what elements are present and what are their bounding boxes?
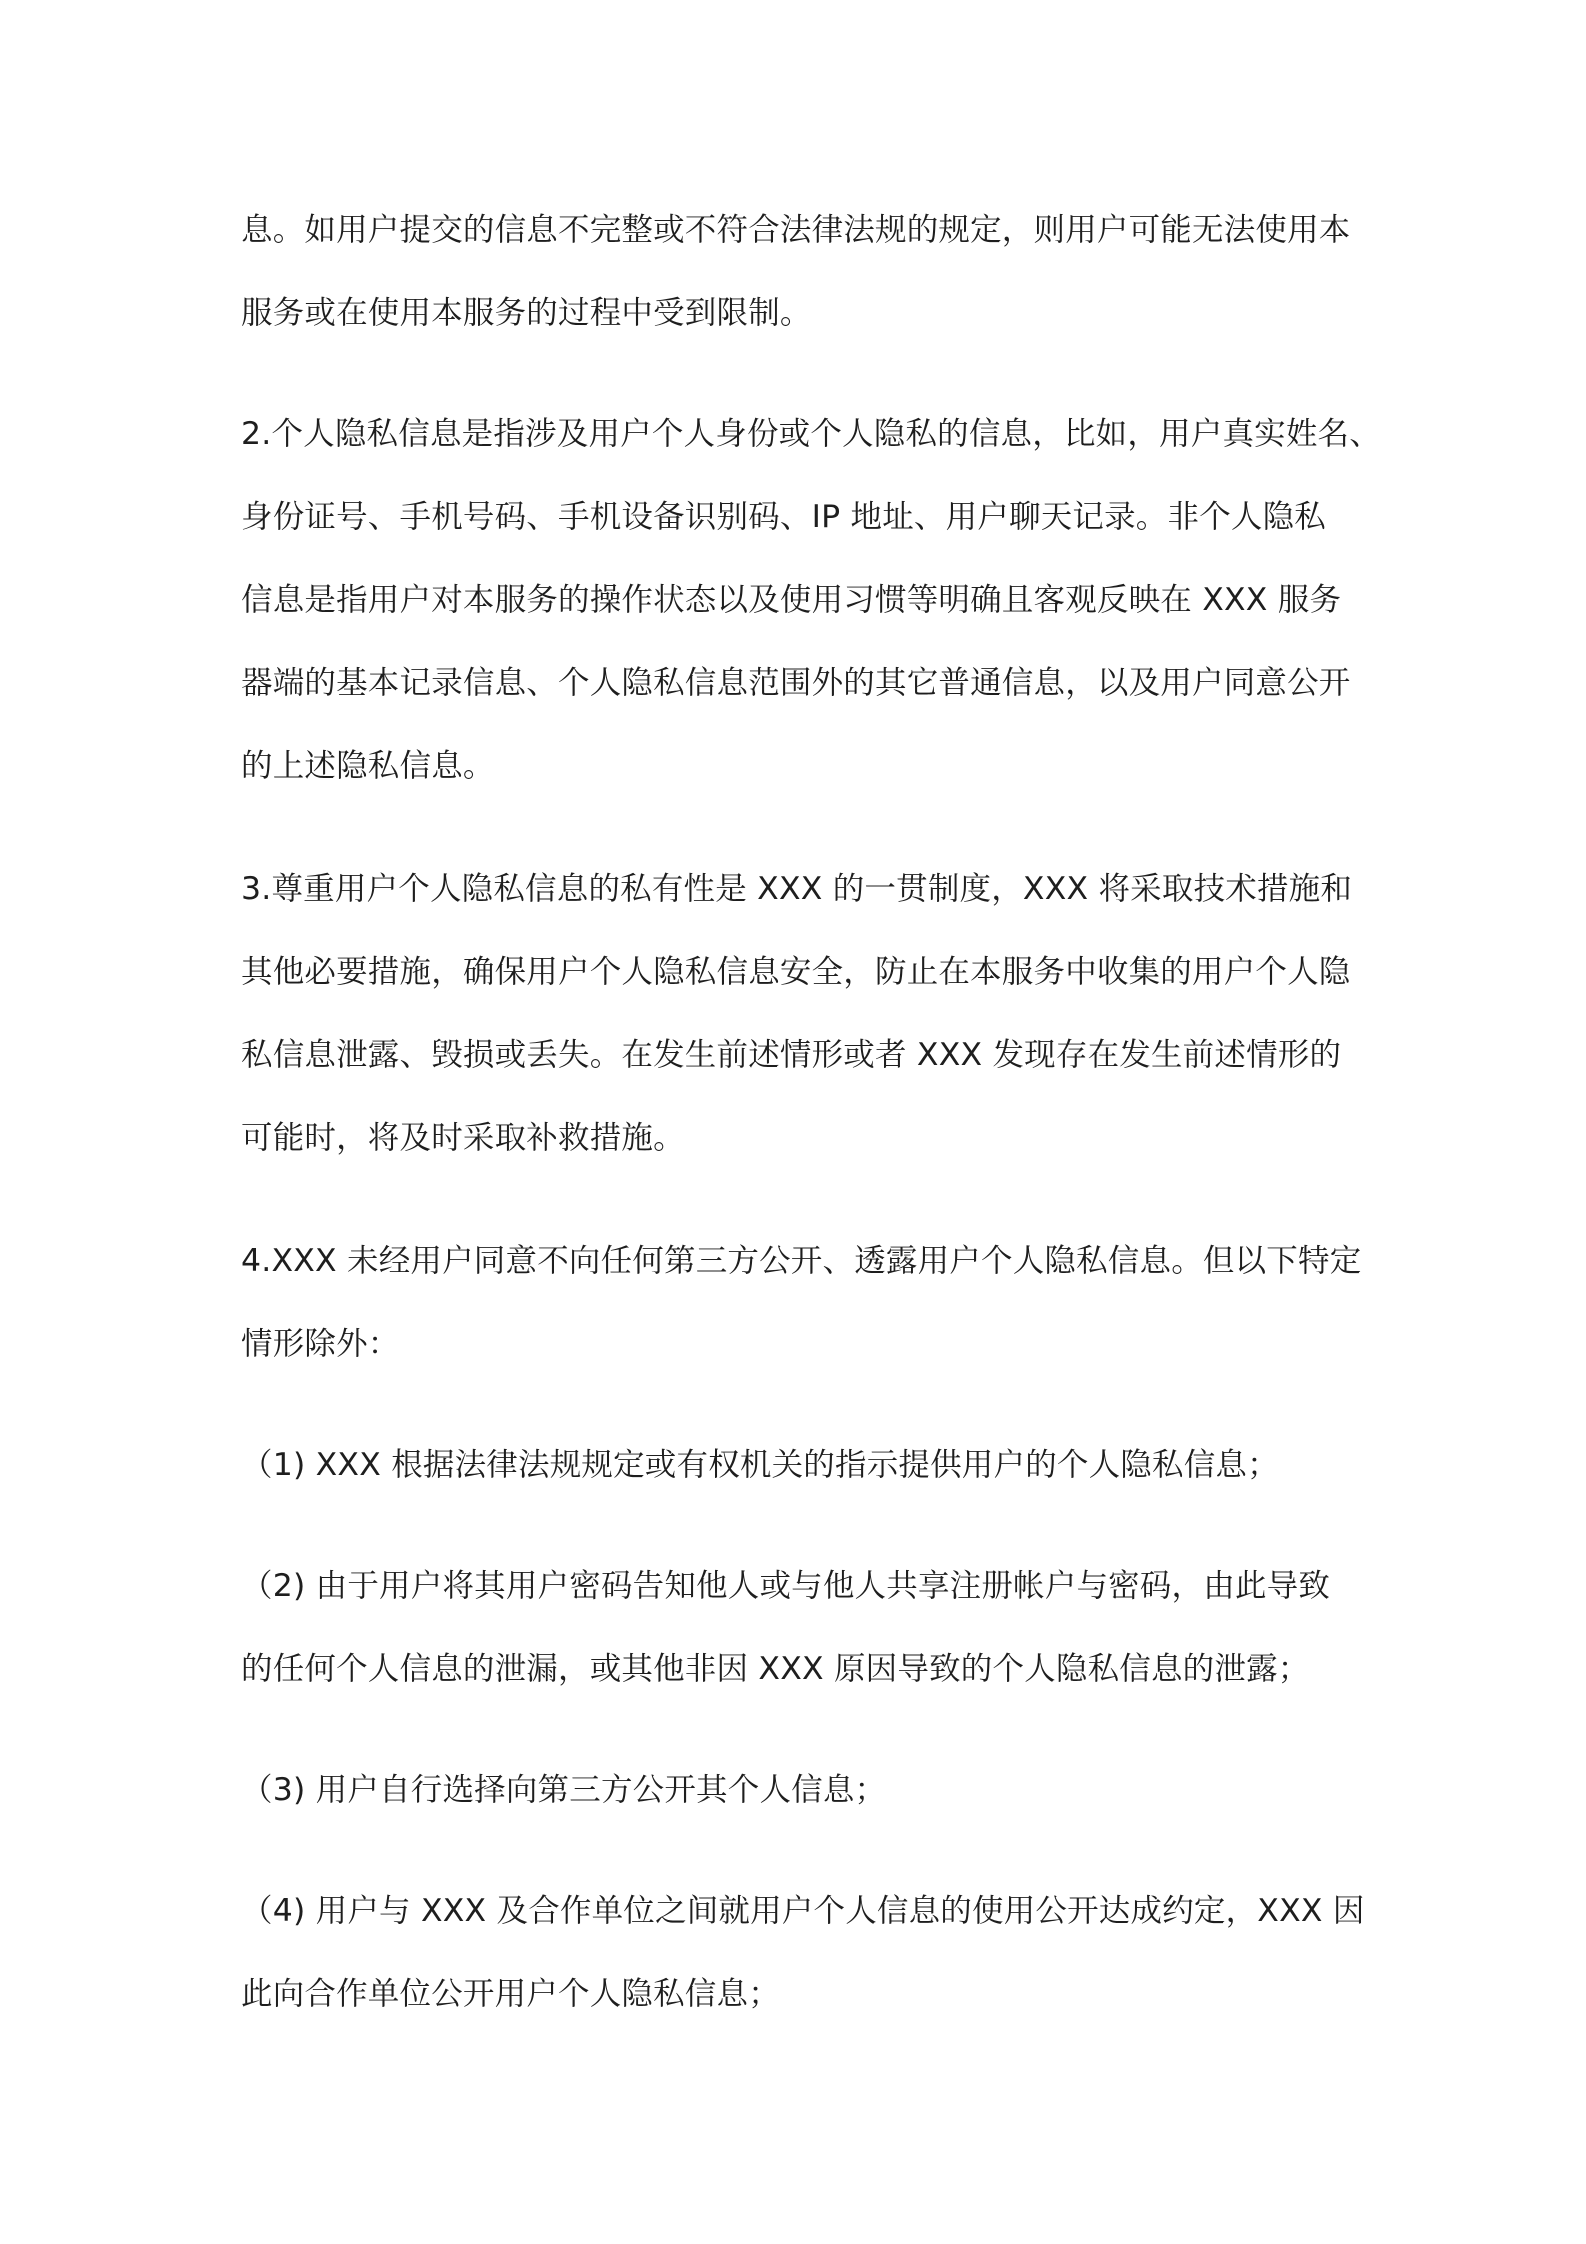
text-line: 的上述隐私信息。 [241, 748, 495, 784]
text-line: 其他必要措施，确保用户个人隐私信息安全，防止在本服务中收集的用户个人隐 [241, 954, 1351, 990]
text-line: 2.个人隐私信息是指涉及用户个人身份或个人隐私的信息，比如，用户真实姓名、 [241, 416, 1381, 452]
text-line: 器端的基本记录信息、个人隐私信息范围外的其它普通信息，以及用户同意公开 [241, 665, 1351, 701]
text-line: 的任何个人信息的泄漏，或其他非因 XXX 原因导致的个人隐私信息的泄露； [241, 1651, 1310, 1687]
text-line: （4) 用户与 XXX 及合作单位之间就用户个人信息的使用公开达成约定，XXX 因 [241, 1893, 1365, 1929]
text-line: 3.尊重用户个人隐私信息的私有性是 XXX 的一贯制度，XXX 将采取技术措施和 [241, 871, 1353, 907]
text-line: （1) XXX 根据法律法规规定或有权机关的指示提供用户的个人隐私信息； [241, 1447, 1279, 1483]
text-line: （3) 用户自行选择向第三方公开其个人信息； [241, 1772, 887, 1808]
text-line: 服务或在使用本服务的过程中受到限制。 [241, 295, 812, 331]
text-line: 息。如用户提交的信息不完整或不符合法律法规的规定，则用户可能无法使用本 [241, 212, 1351, 248]
text-line: （2) 由于用户将其用户密码告知他人或与他人共享注册帐户与密码，由此导致 [241, 1568, 1331, 1604]
text-line: 私信息泄露、毁损或丢失。在发生前述情形或者 XXX 发现存在发生前述情形的 [241, 1037, 1342, 1073]
text-line: 此向合作单位公开用户个人隐私信息； [241, 1976, 780, 2012]
text-line: 身份证号、手机号码、手机设备识别码、IP 地址、用户聊天记录。非个人隐私 [241, 499, 1327, 535]
text-line: 4.XXX 未经用户同意不向任何第三方公开、透露用户个人隐私信息。但以下特定 [241, 1243, 1362, 1279]
text-line: 信息是指用户对本服务的操作状态以及使用习惯等明确且客观反映在 XXX 服务 [241, 582, 1342, 618]
text-line: 情形除外： [241, 1326, 400, 1362]
text-line: 可能时，将及时采取补救措施。 [241, 1120, 685, 1156]
